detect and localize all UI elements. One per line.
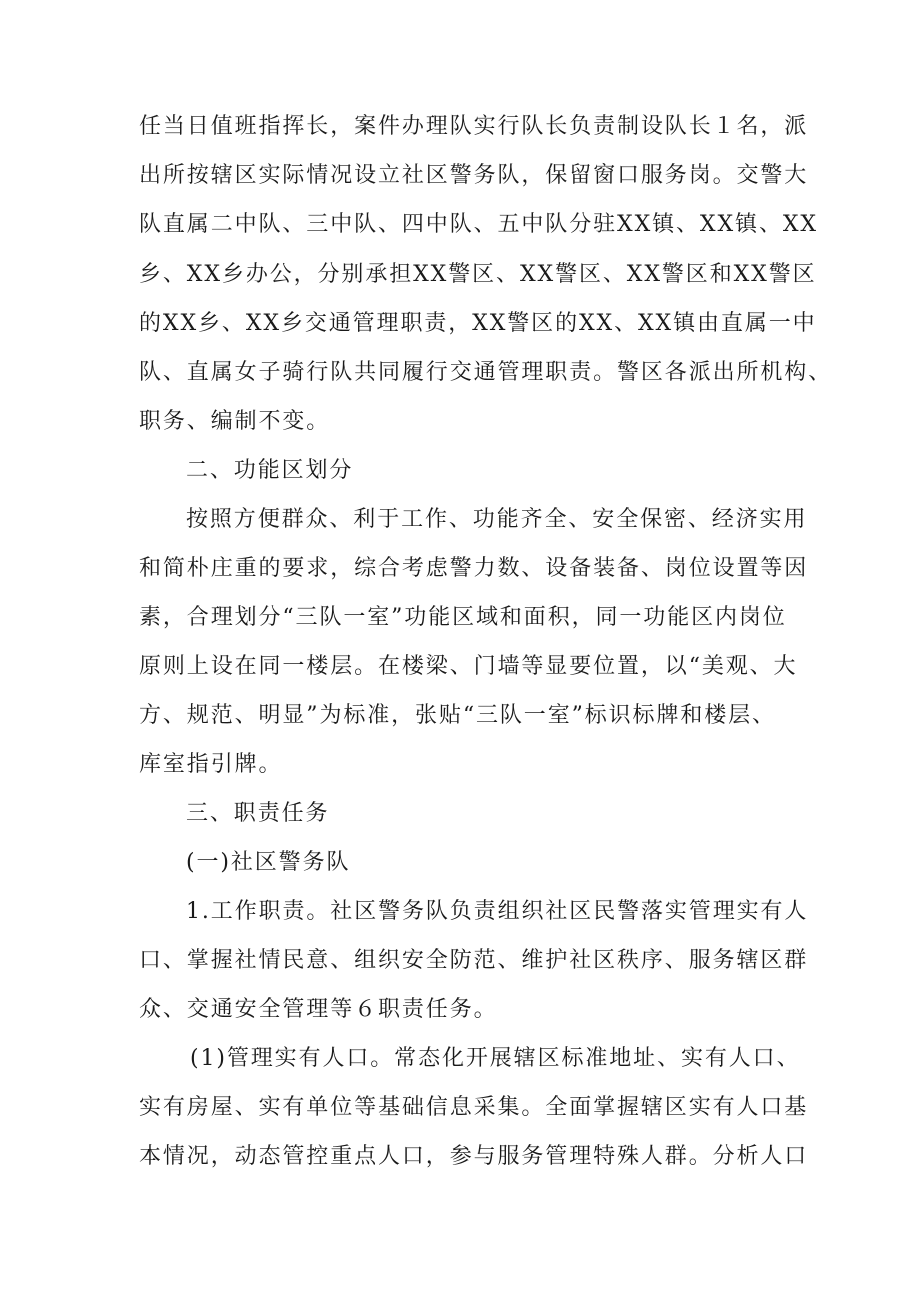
body-text-line: 众、交通安全管理等６职责任务。 — [139, 997, 498, 1022]
body-text-line: 任当日值班指挥长，案件办理队实行队长负责制设队长１名，派 — [139, 114, 809, 139]
body-text-line: 本情况，动态管控重点人口，参与服务管理特殊人群。分析人口 — [139, 1144, 809, 1169]
body-text-line: 实有房屋、实有单位等基础信息采集。全面掌握辖区实有人口基 — [139, 1095, 809, 1120]
body-text-line: 队、直属女子骑行队共同履行交通管理职责。警区各派出所机构、 — [139, 360, 833, 385]
body-text-line: 原则上设在同一楼层。在楼梁、门墙等显要位置，以“美观、大 — [139, 654, 798, 679]
body-text-line: 职务、编制不变。 — [139, 409, 331, 434]
body-text-line: 队直属二中队、三中队、四中队、五中队分驻XX镇、XX镇、XX — [139, 212, 818, 237]
body-text-line: 乡、XX乡办公，分别承担XX警区、XX警区、XX警区和XX警区 — [139, 262, 817, 287]
body-text-line: 的XX乡、XX乡交通管理职责，XX警区的XX、XX镇由直属一中 — [139, 311, 817, 336]
body-text-line: 和简朴庄重的要求，综合考虑警力数、设备装备、岗位设置等因 — [139, 556, 809, 581]
body-text-line: 出所按辖区实际情况设立社区警务队，保留窗口服务岗。交警大 — [139, 163, 809, 188]
subsection-heading: (一)社区警务队 — [186, 850, 351, 875]
section-heading: 三、职责任务 — [186, 801, 330, 826]
body-text-line: (1)管理实有人口。常态化开展辖区标准地址、实有人口、 — [190, 1046, 801, 1071]
body-text-line: 库室指引牌。 — [139, 752, 283, 777]
body-text-line: 素，合理划分“三队一室”功能区域和面积，同一功能区内岗位 — [139, 605, 787, 630]
body-text-line: 1.工作职责。社区警务队负责组织社区民警落实管理实有人 — [186, 899, 809, 924]
body-text-line: 方、规范、明显”为标准，张贴“三队一室”标识标牌和楼层、 — [139, 703, 776, 728]
section-heading: 二、功能区划分 — [186, 458, 354, 483]
body-text-line: 按照方便群众、利于工作、功能齐全、安全保密、经济实用 — [186, 507, 808, 532]
body-text-line: 口、掌握社情民意、组织安全防范、维护社区秩序、服务辖区群 — [139, 948, 809, 973]
